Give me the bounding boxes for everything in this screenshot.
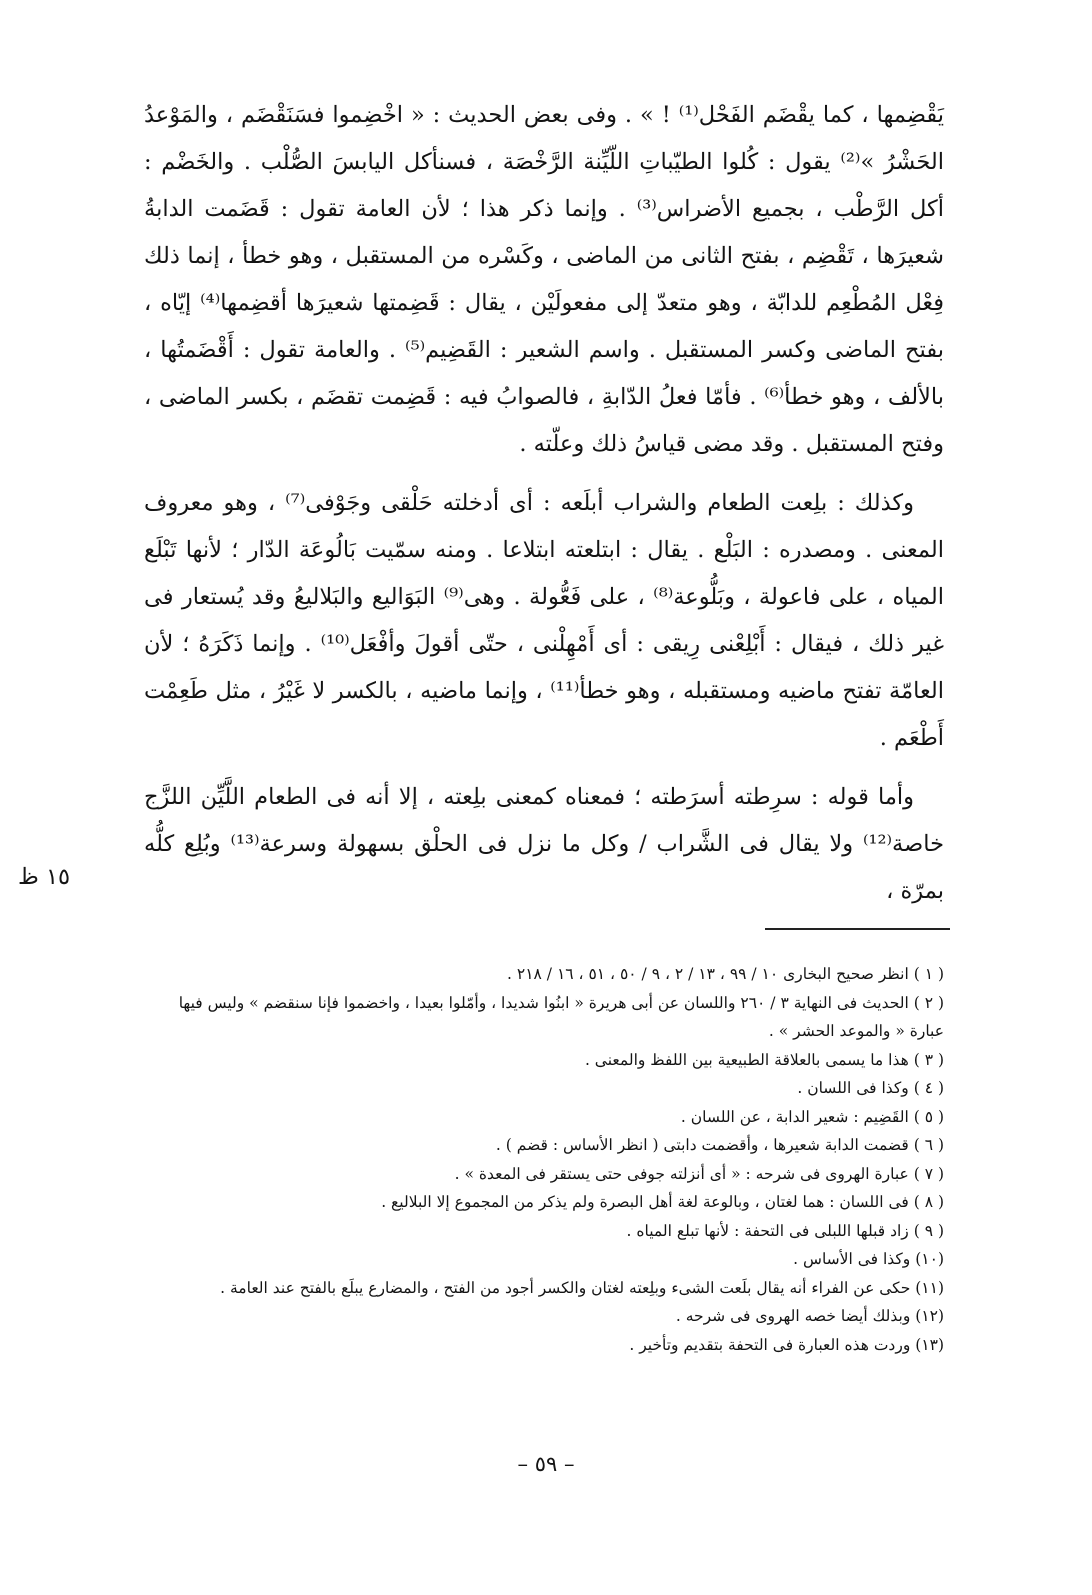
footnote-13: (١٣) وردت هذه العبارة فى التحفة بتقديم وتأخير . [629,1335,944,1354]
paragraph-3: وأما قوله : سرِطته أسرَطته ؛ فمعناه كمعنى بلِعته ، إلا أنه فى الطعام اللَّيِّن اللزَّج خاصة⁽¹²⁾ ولا يقال فى الشَّراب / وكل ما نزل فى الحلْق بسهولة وسرعة⁽¹³⁾ وبُلِع كلُّه بمرّة ، [144,784,944,904]
footnote-12: (١٢) وبذلك أيضا خصه الهروى فى شرحه . [675,1307,944,1325]
footnote-3: ( ٣ ) هذا ما يسمى بالعلاقة الطبيعية بين اللفظ والمعنى . [584,1050,944,1069]
paragraph-2: وكذلك : بلِعت الطعام والشراب أبلَعه : أى أدخلته حَلْقى وجَوْفى⁽⁷⁾ ، وهو معروف المعنى . ومصدره : البَلْع . يقال : ابتلعته ابتلاعا . ومنه سمّيت بَالُوعَة الدّار ؛ لأنها تَبْلَع المياه ، على فاعولة ، وبَلُّوعة⁽⁸⁾ ، على فَعُّولة . وهى⁽⁹⁾ البَوَاليع والبَلاليعُ وقد يُستعار فى غير ذلك ، فيقال : أَبْلِعْنى رِيقى : أى أَمْهِلْنى ، حتّى أقولَ وأفْعَل⁽¹⁰⁾ . وإنما ذَكَرَهُ ؛ لأن العامّة تفتح ماضيه ومستقبله ، وهو خطأ⁽¹¹⁾ ، وإنما ماضيه ، بالكسر لا غَيْرُ ، مثل طَعِمْت أَطْعَم . [144,490,944,751]
footnote-8: ( ٨ ) فى اللسان : هما لغتان ، وبالوعة لغة أهل البصرة ولم يذكر من المجموع إلا البلاليع . [381,1193,944,1211]
page-number: – ٥٩ – [517,1452,575,1476]
footnote-9: ( ٩ ) زاد قبلها اللبلى فى التحفة : لأنها تبلع المياه . [626,1221,944,1240]
main-text [144,92,944,915]
footnote-5: ( ٥ ) القَضِيم : شعير الدابة ، عن اللسان . [680,1107,944,1126]
folio-margin-note: ١٥ ظ [18,864,71,890]
footnote-6: ( ٦ ) قضمت الدابة شعيرها ، وأقضمت دابتى ( انظر الأساس : قضم ) . [495,1136,944,1154]
paragraph-1: يَقْضِمها ، كما يقْضَم الفَحْل⁽¹⁾ ! » . وفى بعض الحديث : « اخْضِموا فسَنَقْضَم ، والمَوْعدُ الحَشْرُ »⁽²⁾ يقول : كُلوا الطيّباتِ اللّيِّنة الرَّخْصَة ، فسنأكل اليابسَ الصُّلْب . والخَضْم : أكل الرَّطْب ، بجميع الأضراس⁽³⁾ . وإنما ذكر هذا ؛ لأن العامة تقول : قَضَمت الدابةُ شعيرَها ، تَقْضِم ، بفتح الثانى من الماضى ، وكَسْره من المستقبل ، وهو خطأ ، إنما ذلك فِعْل المُطْعِم للدابّة ، وهو متعدّ إلى مفعولَيْن ، يقال : قَضِمتها شعيرَها أقضِمها⁽⁴⁾ إيّاه ، بفتح الماضى وكسر المستقبل . واسم الشعير : القَضِيم⁽⁵⁾ . والعامة تقول : أَقْضَمتُها ، بالألف ، وهو خطأ⁽⁶⁾ . فأمّا فعلُ الدّابةِ ، فالصوابُ فيه : قَضِمت تقضَم ، بكسر الماضى ، وفتح المستقبل . وقد مضى قياسُ ذلك وعلّته . [144,102,945,457]
footnote-separator [765,928,950,930]
footnote-10: (١٠) وكذا فى الأساس . [793,1250,944,1268]
footnote-2: ( ٢ ) الحديث فى النهاية ٣ / ٢٦٠ واللسان عن أبى هريرة « ابنُوا شديدا ، وأمّلوا بعيدا ، واخضموا فإنا سنقضم » وليس فيها عبارة « والموعد الحشر » . [178,993,944,1040]
footnote-1: ( ١ ) انظر صحيح البخارى ١٠ / ٩٩ ، ١٣ / ٢ ، ٩ / ٥٠ ، ٥١ ، ١٦ / ٢١٨ . [507,965,944,983]
footnote-7: ( ٧ ) عبارة الهروى فى شرحه : « أى أنزلته جوفى حتى يستقر فى المعدة » . [454,1164,944,1183]
footnote-11: (١١) حكى عن الفراء أنه يقال بلَعت الشىء وبلِعته لغتان والكسر أجود من الفتح ، والمضارع يبلَع بالفتح عند العامة . [220,1278,944,1297]
footnote-4: ( ٤ ) وكذا فى اللسان . [797,1079,944,1097]
footnotes [144,960,944,1359]
